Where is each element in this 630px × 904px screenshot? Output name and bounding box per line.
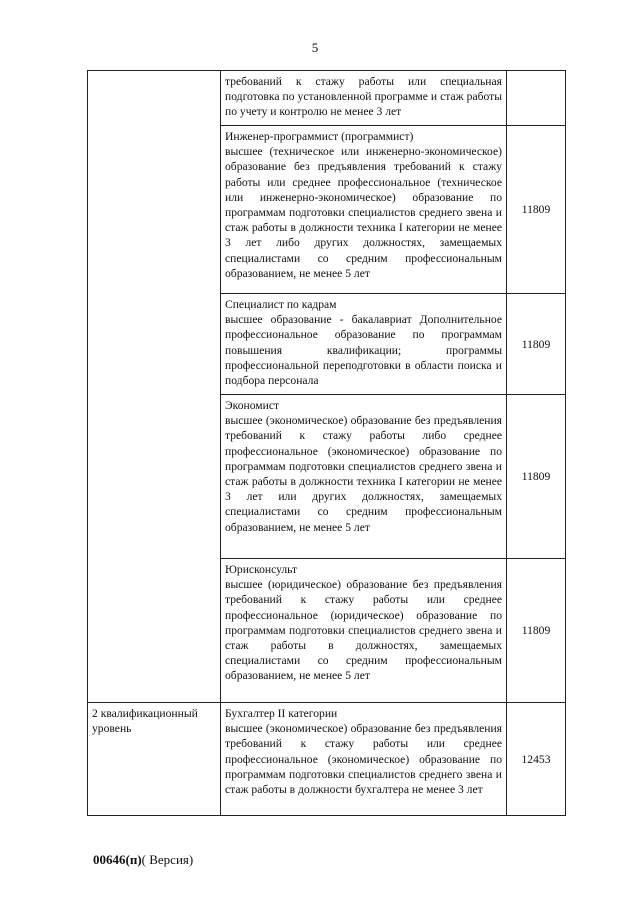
salary-cell <box>507 71 566 126</box>
position-requirements: высшее (экономическое) образование без предъявления требований к стажу работы либо среднее профессиональное (экономическое) образование по программам подготовки специалистов среднего звена и стаж работы в должности техника I категории не менее 3 лет или других должностях, замещаемых специалистами со средним профессиональным образованием, не менее 5 лет <box>225 414 502 534</box>
page-number: 5 <box>311 40 319 55</box>
position-description-cell <box>221 559 507 703</box>
document-version: ( Версия) <box>141 852 194 867</box>
position-description-cell <box>221 703 507 816</box>
salary-cell: 11809 <box>507 559 566 703</box>
salary-cell: 12453 <box>507 703 566 816</box>
position-description-cell <box>221 126 507 294</box>
position-requirements: высшее (экономическое) образование без предъявления требований к стажу работы или среднее профессиональное (экономическое) образование по программам подготовки специалистов среднего звена и стаж работы в должности бухгалтера не менее 3 лет <box>225 722 502 797</box>
position-description-cell <box>221 71 507 126</box>
position-description-cell <box>221 294 507 395</box>
qualification-level-cell <box>88 71 221 703</box>
position-title: Инженер-программист (программист) <box>225 130 414 143</box>
position-title: Бухгалтер II категории <box>225 707 338 720</box>
position-requirements: требований к стажу работы или специальная подготовка по установленной программе и стаж работы по учету и контролю не менее 3 лет <box>225 75 502 119</box>
qualification-table <box>87 70 566 816</box>
salary-cell: 11809 <box>507 126 566 294</box>
salary-cell: 11809 <box>507 395 566 559</box>
position-requirements: высшее образование - бакалавриат Дополнительное профессиональное образование по программам повышения квалификации; программы профессиональной переподготовки в области поиска и подбора персонала <box>225 313 502 388</box>
position-title: Специалист по кадрам <box>225 298 337 311</box>
document-code: 00646(п) <box>93 852 142 867</box>
position-requirements: высшее (юридическое) образование без предъявления требований к стажу работы или среднее профессиональное (юридическое) образование по программам подготовки специалистов среднего звена и стаж работы в должностях, замещаемых специалистами со средним профессиональным образованием, не менее 5 лет <box>225 578 502 683</box>
table-row <box>88 71 566 126</box>
position-description-cell <box>221 395 507 559</box>
position-title: Юрисконсульт <box>225 563 298 576</box>
qualification-level-cell: 2 квалификационный уровень <box>88 703 221 816</box>
salary-cell: 11809 <box>507 294 566 395</box>
table-row <box>88 703 566 816</box>
document-footer <box>93 852 193 868</box>
position-requirements: высшее (техническое или инженерно-экономическое) образование без предъявления требований к стажу работы или среднее профессиональное (техническое или инженерно-экономическое) образование по программам подготовки специалистов среднего звена и стаж работы в должности техника I категории не менее 3 лет либо других должностях, замещаемых специалистами со средним профессиональным образованием, не менее 5 лет <box>225 145 502 280</box>
position-title: Экономист <box>225 399 280 412</box>
